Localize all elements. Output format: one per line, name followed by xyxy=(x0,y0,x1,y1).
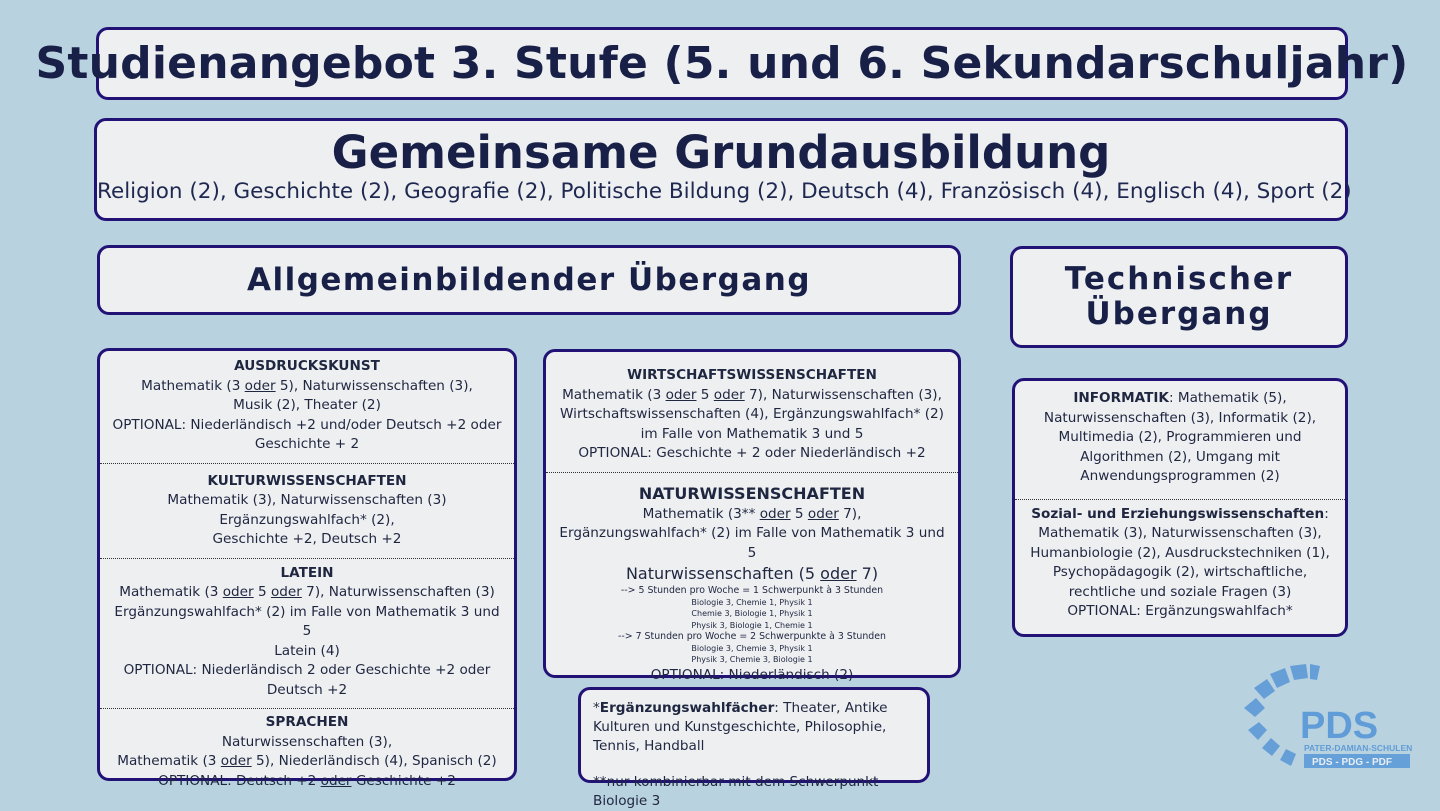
technical-transition-box xyxy=(1010,246,1348,348)
general-options-column-2 xyxy=(543,349,961,683)
footnote-box: *Ergänzungswahlfächer: Theater, Antike Kulturen und Kunstgeschichte, Philosophie, Tennis, Handball **nur kombinierbar mit dem Schwerpunkt Biologie 3 xyxy=(578,687,930,783)
section-title: AUSDRUCKSKUNST xyxy=(234,358,380,374)
common-subjects: Religion (2), Geschichte (2), Geografie (2), Politische Bildung (2), Deutsch (4), Französisch (4), Englisch (4), Sport (2) xyxy=(97,179,1352,204)
logo-text: PDS xyxy=(1300,705,1379,747)
page-title: Studienangebot 3. Stufe (5. und 6. Sekundarschuljahr) xyxy=(35,38,1409,89)
section-title: INFORMATIK xyxy=(1073,390,1169,406)
common-education-box xyxy=(94,118,1352,221)
general-transition-box xyxy=(97,245,961,315)
technical-options-column xyxy=(1012,378,1348,637)
section-sozial-erziehung: Sozial- und Erziehungswissenschaften: Mathematik (3), Naturwissenschaften (3), Humanbiologie (2), Ausdruckstechniken (1), Psychopädagogik (2), wirtschaftliche, rechtliche und soziale Fragen (3) OPTIONAL: Ergänzungswahlfach* xyxy=(1030,505,1330,619)
general-options-column-1 xyxy=(97,348,517,789)
common-heading: Gemeinsame Grundausbildung xyxy=(331,126,1111,179)
section-sprachen: SPRACHEN Naturwissenschaften (3), Mathematik (3 oder 5), Niederländisch (4), Spanisch (2) OPTIONAL: Deutsch +2 oder Geschichte +2 xyxy=(100,709,514,799)
section-title: LATEIN xyxy=(280,564,334,581)
section-title: SPRACHEN xyxy=(265,714,349,730)
section-title: WIRTSCHAFTSWISSENSCHAFTEN xyxy=(627,367,877,383)
main-title-box xyxy=(35,27,1409,100)
technical-heading: Technischer Übergang xyxy=(1064,261,1294,332)
logo-subtitle: PATER-DAMIAN-SCHULEN xyxy=(1304,743,1413,753)
section-kulturwissenschaften: KULTURWISSENSCHAFTEN Mathematik (3), Naturwissenschaften (3) Ergänzungswahlfach* (2), Geschichte +2, Deutsch +2 xyxy=(100,464,514,559)
section-ausdruckskunst: AUSDRUCKSKUNST Mathematik (3 oder 5), Naturwissenschaften (3), Musik (2), Theater (2) OPTIONAL: Niederländisch +2 und/oder Deutsch +2 oder Geschichte + 2 xyxy=(100,351,514,464)
section-latein: LATEIN Mathematik (3 oder 5 oder 7), Naturwissenschaften (3) Ergänzungswahlfach* (2) im Falle von Mathematik 3 und 5 Latein (4) OPTIONAL: Niederländisch 2 oder Geschichte +2 oder Deutsch +2 xyxy=(100,559,514,710)
logo-tagline: PDS - PDG - PDF xyxy=(1312,757,1393,768)
section-title: KULTURWISSENSCHAFTEN xyxy=(207,472,407,489)
section-title: Sozial- und Erziehungswissenschaften xyxy=(1031,505,1325,522)
pds-logo xyxy=(1240,660,1415,772)
section-title: NATURWISSENSCHAFTEN xyxy=(638,483,866,503)
section-informatik: INFORMATIK: Mathematik (5), Naturwissenschaften (3), Informatik (2), Multimedia (2), Programmieren und Algorithmen (2), Umgang mit Anwendungsprogrammen (2) xyxy=(1015,381,1345,500)
section-wirtschaftswissenschaften: WIRTSCHAFTSWISSENSCHAFTEN Mathematik (3 oder 5 oder 7), Naturwissenschaften (3), Wirtschaftswissenschaften (4), Ergänzungswahlfach* (2) im Falle von Mathematik 3 und 5 OPTIONAL: Geschichte + 2 oder Niederländisch +2 xyxy=(546,352,958,473)
section-naturwissenschaften: NATURWISSENSCHAFTEN Mathematik (3** oder 5 oder 7), Ergänzungswahlfach* (2) im Falle von Mathematik 3 und 5 Naturwissenschaften (5 oder 7) --> 5 Stunden pro Woche = 1 Schwerpunkt à 3 Stunden Biologie 3, Chemie 1, Physik 1 Chemie 3, Biologie 1, Physik 1 Physik 3, Biologie 1, Chemie 1 --> 7 Stunden pro Woche = 2 Schwerpunkte à 3 Stunden Biologie 3, Chemie 3, Physik 1 Physik 3, Chemie 3, Biologie 1 OPTIONAL: Niederländisch (2) xyxy=(559,483,945,683)
general-heading: Allgemeinbildender Übergang xyxy=(246,262,812,298)
